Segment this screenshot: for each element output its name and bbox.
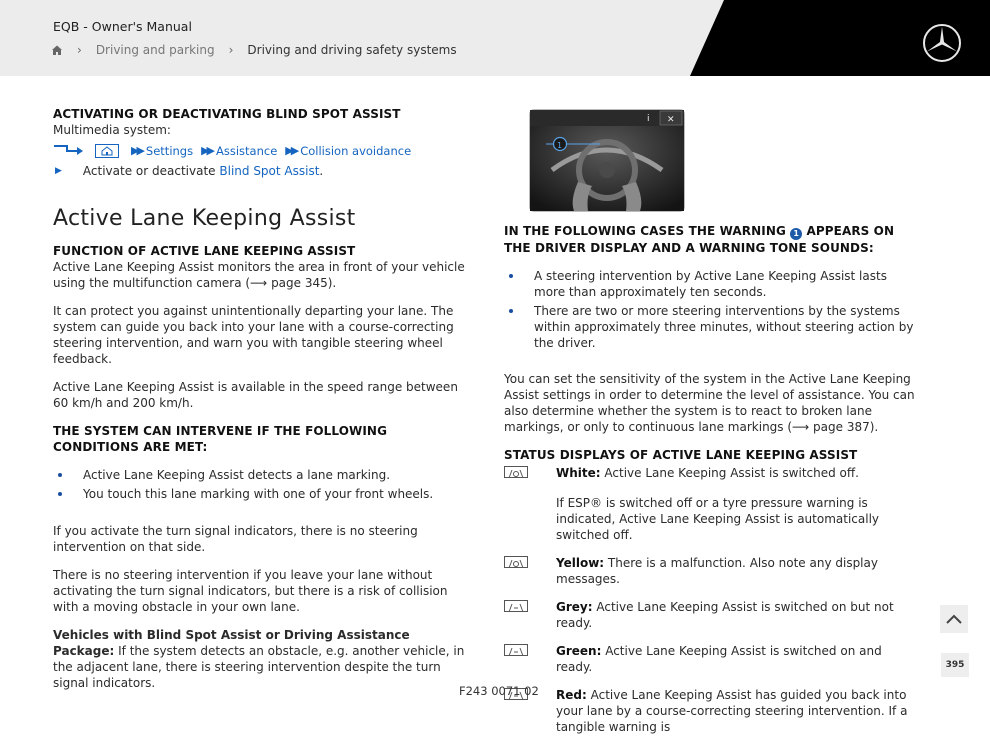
protection-paragraph: It can protect you against unintentionally departing your lane. The system can guide you back into your lane with a course-correcting steering intervention, and warn you with tangible steering wheel feedback. [53,304,454,366]
breadcrumb-item-driving-parking[interactable]: Driving and parking [95,43,215,57]
step-suffix: . [319,164,324,178]
manual-title: EQB - Owner's Manual [53,19,192,34]
status-text: There is a malfunction. Also note any display messages. [556,556,878,586]
scroll-to-top-button[interactable] [940,605,968,633]
multimedia-label: Multimedia system: [53,123,171,137]
driver-display-image [530,110,684,211]
blind-spot-paragraph [53,627,465,691]
status-text: Active Lane Keeping Assist has guided you back into your lane by a course-correcting steering intervention. If a tangible warning is [556,688,908,734]
warning-heading-text-end: APPEARS ON THE DRIVER DISPLAY AND A WARNING TONE SOUNDS: [504,224,895,255]
left-column [53,106,465,691]
step-triangle-icon: ▶ [55,166,62,176]
lane-keeping-icon [504,556,528,568]
status-grey [504,599,918,631]
right-column [504,106,918,747]
nav-settings[interactable]: Settings [145,144,194,158]
speed-range-paragraph: Active Lane Keeping Assist is available in the speed range between 60 km/h and 200 km/h. [53,380,458,410]
info-icon: i [647,114,650,124]
list-item: There are two or more steering interventions by the systems within approximately three minutes, without steering action by the driver. [504,303,918,351]
home-screen-icon [95,144,119,158]
status-label: Green: [556,644,602,658]
chevron-right-icon: › [228,43,234,57]
status-text: Active Lane Keeping Assist is switched off. [600,466,859,480]
double-chevron-icon: ▶▶ [285,144,297,157]
status-green [504,643,918,675]
home-icon[interactable] [51,44,63,56]
status-heading: STATUS DISPLAYS OF ACTIVE LANE KEEPING ASSIST [504,448,858,462]
status-text: Active Lane Keeping Assist is switched on but not ready. [556,600,894,630]
close-icon: ✕ [667,115,675,125]
sensitivity-paragraph: You can set the sensitivity of the system in the Active Lane Keeping Assist settings in order to determine the level of assistance. You can also determine whether the system is to react to broken lane markings, or only to continuous lane markings (⟶ page 387). [504,372,915,434]
status-label: Yellow: [556,556,605,570]
status-list [504,463,918,735]
vehicles-text: If the system detects an obstacle, e.g. another vehicle, in the adjacent lane, there is steering intervention despite the turn signal indicators. [53,644,465,690]
lane-keeping-icon [504,600,528,612]
chevron-right-icon: › [77,43,82,57]
status-label: Red: [556,688,587,702]
warning-heading [504,223,918,256]
status-label: White: [556,466,601,480]
conditions-list [53,467,465,502]
function-paragraph: Active Lane Keeping Assist monitors the area in front of your vehicle using the multifunction camera (⟶ page 345). [53,260,465,290]
mercedes-star-logo[interactable] [922,23,962,63]
menu-path [53,141,465,161]
instruction-step [53,161,465,181]
double-chevron-icon: ▶▶ [201,144,213,157]
chevron-up-icon [946,614,962,624]
breadcrumb-item-current: Driving and driving safety systems [247,43,457,57]
page-number-badge: 395 [941,653,969,677]
status-yellow [504,555,918,587]
page-title: Active Lane Keeping Assist [53,206,356,231]
status-label: Grey: [556,600,593,614]
status-esp-note [504,495,918,543]
lane-keeping-icon [504,644,528,656]
function-heading: FUNCTION OF ACTIVE LANE KEEPING ASSIST [53,244,356,258]
image-code: F243 0071 02 [459,684,539,698]
callout-marker: 1 [557,141,563,150]
warning-list [504,268,918,351]
turn-signal-paragraph: If you activate the turn signal indicators, there is no steering intervention on that side. [53,524,418,554]
status-white [504,465,918,483]
double-chevron-icon: ▶▶ [131,144,142,157]
path-arrow-icon [53,142,85,160]
list-item: Active Lane Keeping Assist detects a lane marking. [53,467,465,483]
conditions-heading: THE SYSTEM CAN INTERVENE IF THE FOLLOWING CONDITIONS ARE MET: [53,424,388,454]
lane-keeping-icon [504,466,528,478]
status-text: Active Lane Keeping Assist is switched on and ready. [556,644,882,674]
list-item: You touch this lane marking with one of your front wheels. [53,486,465,502]
nav-collision-avoidance[interactable]: Collision avoidance [300,144,412,158]
status-text: If ESP® is switched off or a tyre pressure warning is indicated, Active Lane Keeping Assist is automatically switched off. [556,496,880,542]
status-red [504,687,918,735]
warning-symbol-icon: 1 [790,228,802,240]
blind-spot-assist-link[interactable]: Blind Spot Assist [219,164,320,178]
nav-assistance[interactable]: Assistance [216,144,278,158]
activating-heading: ACTIVATING OR DEACTIVATING BLIND SPOT ASSIST [53,107,401,121]
step-text: Activate or deactivate [82,164,216,178]
breadcrumb [51,42,457,58]
warning-heading-text: IN THE FOLLOWING CASES THE WARNING [504,224,791,238]
no-intervention-paragraph: There is no steering intervention if you leave your lane without activating the turn signal indicators, but there is a risk of collision with a moving obstacle in your own lane. [53,568,448,614]
vehicles-bold-label: Vehicles with Blind Spot Assist or Driving Assistance Package: [53,628,410,658]
list-item: A steering intervention by Active Lane Keeping Assist lasts more than approximately ten seconds. [504,268,918,300]
